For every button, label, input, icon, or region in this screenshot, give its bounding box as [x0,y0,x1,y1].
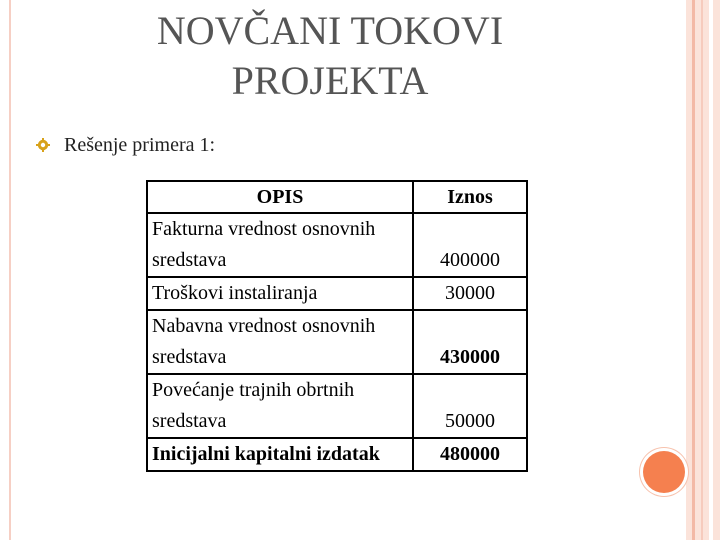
row-amount: 50000 [413,374,527,438]
row-description: Fakturna vrednost osnovnih sredstava [147,213,413,277]
slide-title-line-2: PROJEKTA [231,58,429,103]
bullet-text: Rešenje primera 1: [64,133,216,156]
gear-bullet-icon [36,138,50,152]
accent-circle [643,451,685,493]
slide-title [110,6,550,106]
left-accent-line [9,0,11,540]
right-decorative-band [686,0,720,540]
row-description: Povećanje trajnih obrtnih sredstava [147,374,413,438]
slide-title-line-1: NOVČANI TOKOVI [156,8,504,53]
table-total-row [147,438,527,471]
row-amount: 430000 [413,310,527,374]
table-row [147,277,527,310]
table-header-row [147,181,527,213]
row-amount: 400000 [413,213,527,277]
cash-flow-table [146,180,528,472]
table-row [147,213,527,277]
row-description: Nabavna vrednost osnovnih sredstava [147,310,413,374]
band-stripe [701,0,703,540]
row-description: Inicijalni kapitalni izdatak [147,438,413,471]
band-stripe [709,0,713,540]
table-row [147,310,527,374]
band-stripe [692,0,695,540]
table-row [147,374,527,438]
row-amount: 30000 [413,277,527,310]
header-description: OPIS [147,181,413,213]
bullet-item [36,130,215,160]
row-amount: 480000 [413,438,527,471]
header-amount: Iznos [413,181,527,213]
row-description: Troškovi instaliranja [147,277,413,310]
